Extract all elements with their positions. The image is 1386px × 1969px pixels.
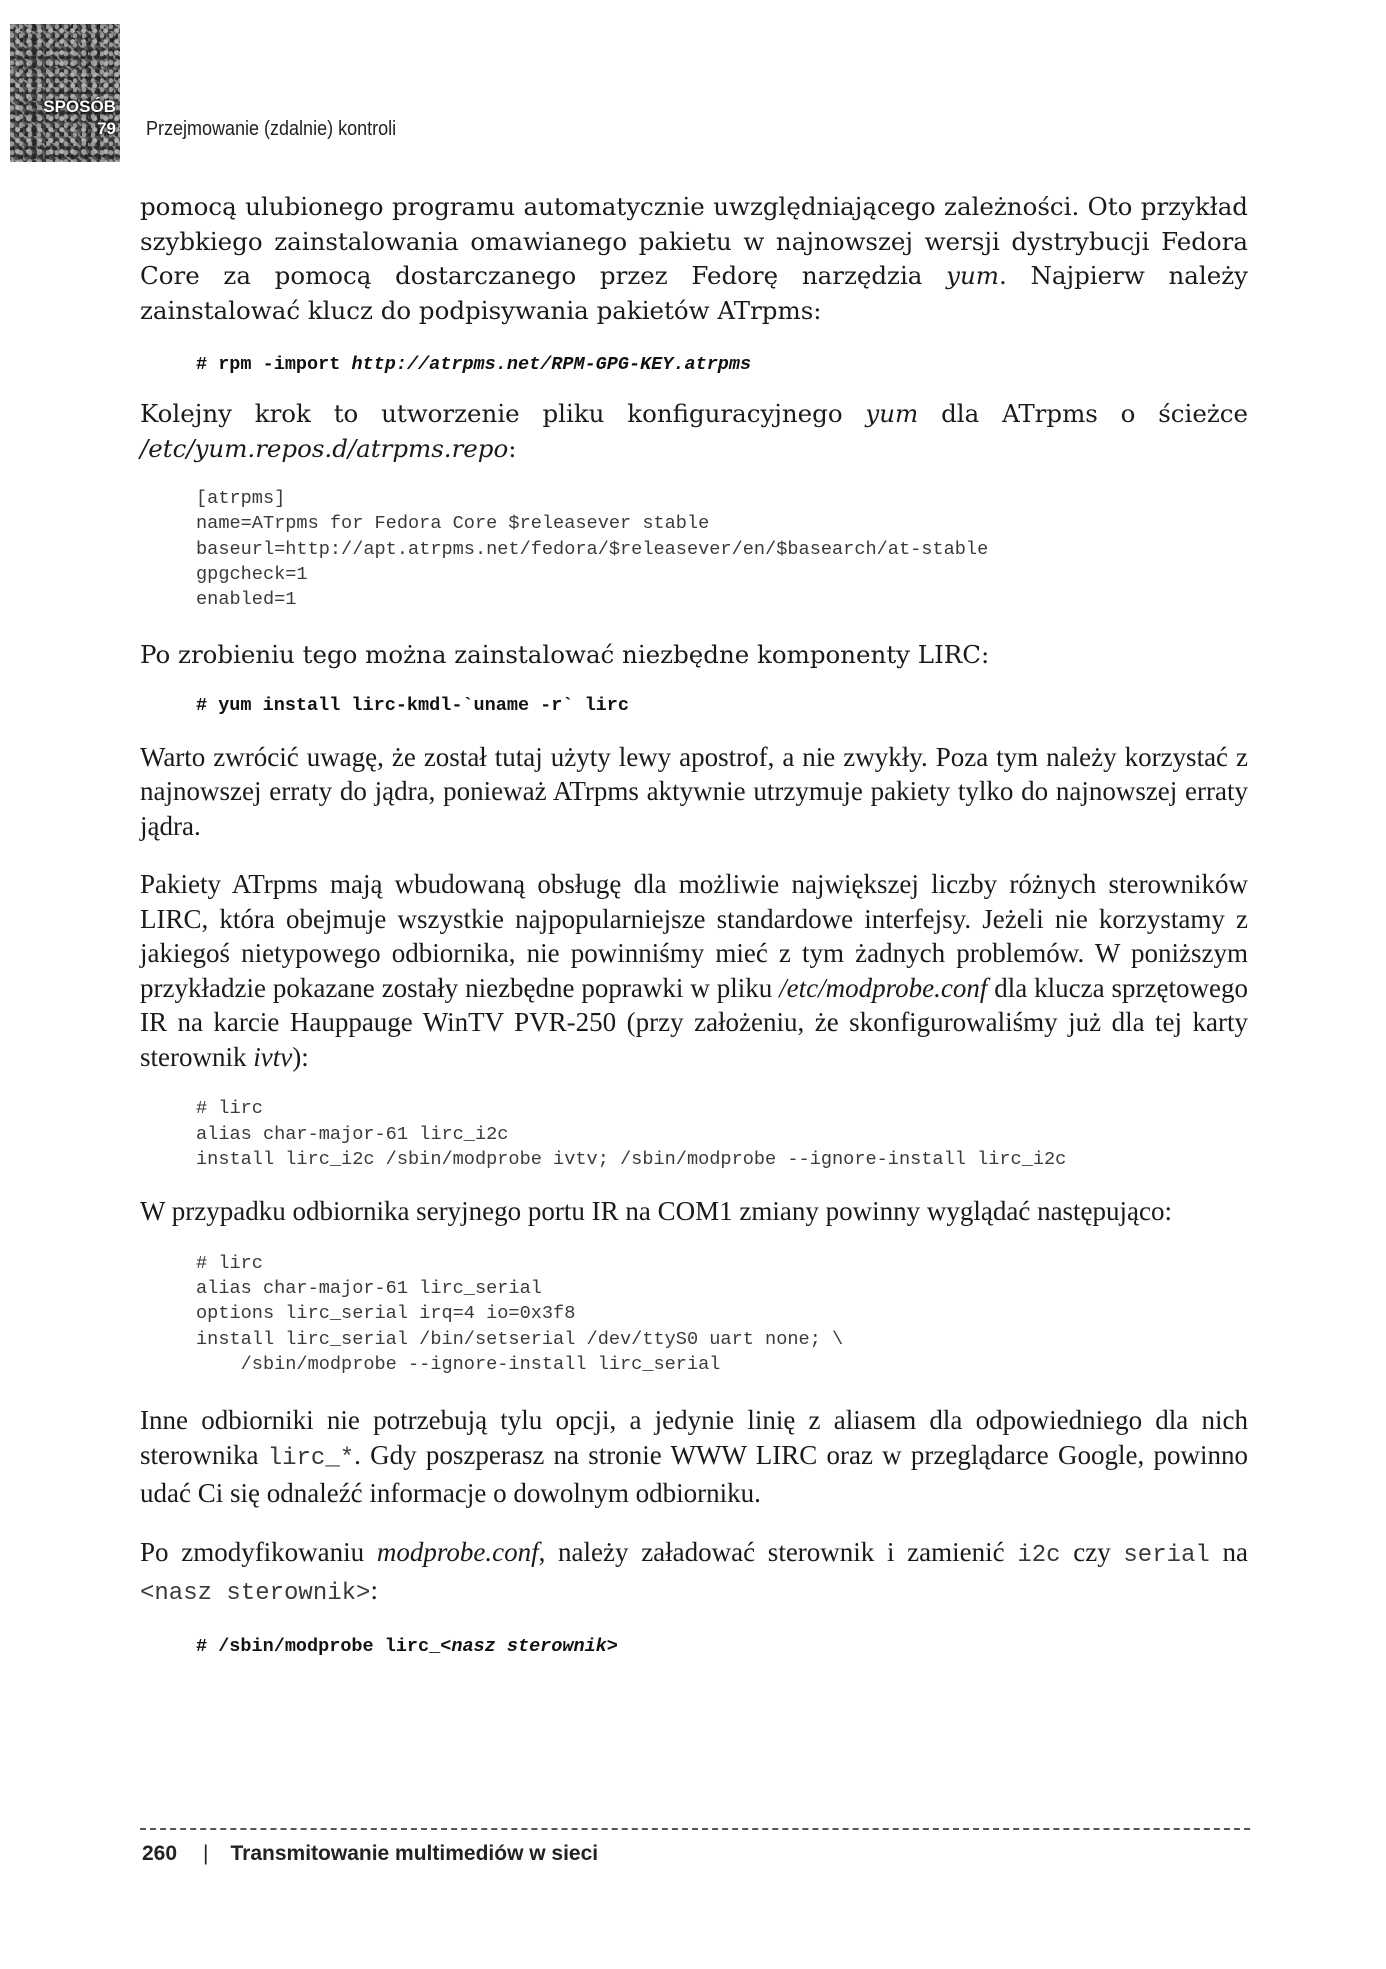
badge-number: 79 xyxy=(97,119,116,138)
paragraph-4: Warto zwrócić uwagę, że został tutaj użyty lewy apostrof, a nie zwykły. Poza tym należy korzystać z najnowszej erraty do jądra, ponieważ ATrpms aktywnie utrzymuje pakiety tylko do najnowszej erraty jądra. xyxy=(140,741,1248,841)
paragraph-7: Inne odbiorniki nie potrzebują tylu opcji, a jedynie linię z aliasem dla odpowiedniego dla nich sterownika lirc_*. Gdy poszperasz na stronie WWW LIRC oraz w przeglądarce Google, powinno udać Ci się odnaleźć informacje o dowolnym odbiorniku. xyxy=(140,1405,1249,1509)
paragraph-6: W przypadku odbiornika seryjnego portu IR na COM1 zmiany powinny wyglądać następująco: xyxy=(140,1196,1173,1227)
code-lirc-i2c: # lirc alias char-major-61 lirc_i2c install lirc_i2c /sbin/modprobe ivtv; /sbin/modprobe --ignore-install lirc_i2c xyxy=(196,1098,1067,1171)
code-lirc-serial: # lirc alias char-major-61 lirc_serial options lirc_serial irq=4 io=0x3f8 install lirc_serial /bin/setserial /dev/ttyS0 uart none; \ /sbin/modprobe --ignore-install lirc_serial xyxy=(196,1252,844,1376)
section-badge xyxy=(10,24,120,162)
page-footer xyxy=(142,1842,598,1866)
page-number: 260 xyxy=(142,1842,178,1865)
section-badge-label xyxy=(43,96,116,140)
command-rpm-import: # rpm -import http://atrpms.net/RPM-GPG-KEY.atrpms xyxy=(196,354,752,375)
paragraph-3: Po zrobieniu tego można zainstalować niezbędne komponenty LIRC: xyxy=(140,640,990,670)
chapter-title: Transmitowanie multimediów w sieci xyxy=(230,1842,599,1865)
command-yum-install: # yum install lirc-kmdl-`uname -r` lirc xyxy=(196,694,629,716)
badge-sposob: SPOSÓB xyxy=(43,97,116,116)
footer-separator: | xyxy=(203,1842,209,1865)
paragraph-5: Pakiety ATrpms mają wbudowaną obsługę dla możliwie największej liczby różnych sterowników LIRC, która obejmuje wszystkie najpopularniejsze standardowe interfejsy. Jeżeli nie korzystamy z jakiegoś nietypowego odbiornika, nie powinniśmy mieć z tym żadnych problemów. W poniższym przykładzie pokazane zostały niezbędne poprawki w pliku /etc/modprobe.conf dla klucza sprzętowego IR na karcie Hauppauge WinTV PVR-250 (przy założeniu, że skonfigurowaliśmy już dla tej karty sterownik ivtv): xyxy=(140,869,1248,1072)
paragraph-8: Po zmodyfikowaniu modprobe.conf, należy załadować sterownik i zamienić i2c czy serial na <nasz sterownik>: xyxy=(140,1536,1249,1608)
command-modprobe: # /sbin/modprobe lirc_<nasz sterownik> xyxy=(196,1635,618,1657)
footer-divider xyxy=(140,1828,1250,1830)
code-atrpms-repo: [atrpms] name=ATrpms for Fedora Core $releasever stable baseurl=http://apt.atrpms.net/fedora/$releasever/en/$basearch/at-stable gpgcheck=1 enabled=1 xyxy=(196,488,989,611)
paragraph-1: pomocą ulubionego programu automatycznie uwzględniającego zależności. Oto przykład szybkiego zainstalowania omawianego pakietu w najnowszej wersji dystrybucji Fedora Core za pomocą dostarczanego przez Fedorę narzędzia yum. Najpierw należy zainstalować klucz do podpisywania pakietów ATrpms: xyxy=(140,192,1248,325)
paragraph-2: Kolejny krok to utworzenie pliku konfiguracyjnego yum dla ATrpms o ścieżce /etc/yum.repos.d/atrpms.repo: xyxy=(140,399,1248,463)
page-body xyxy=(140,190,1248,1657)
running-header: Przejmowanie (zdalnie) kontroli xyxy=(146,118,397,140)
